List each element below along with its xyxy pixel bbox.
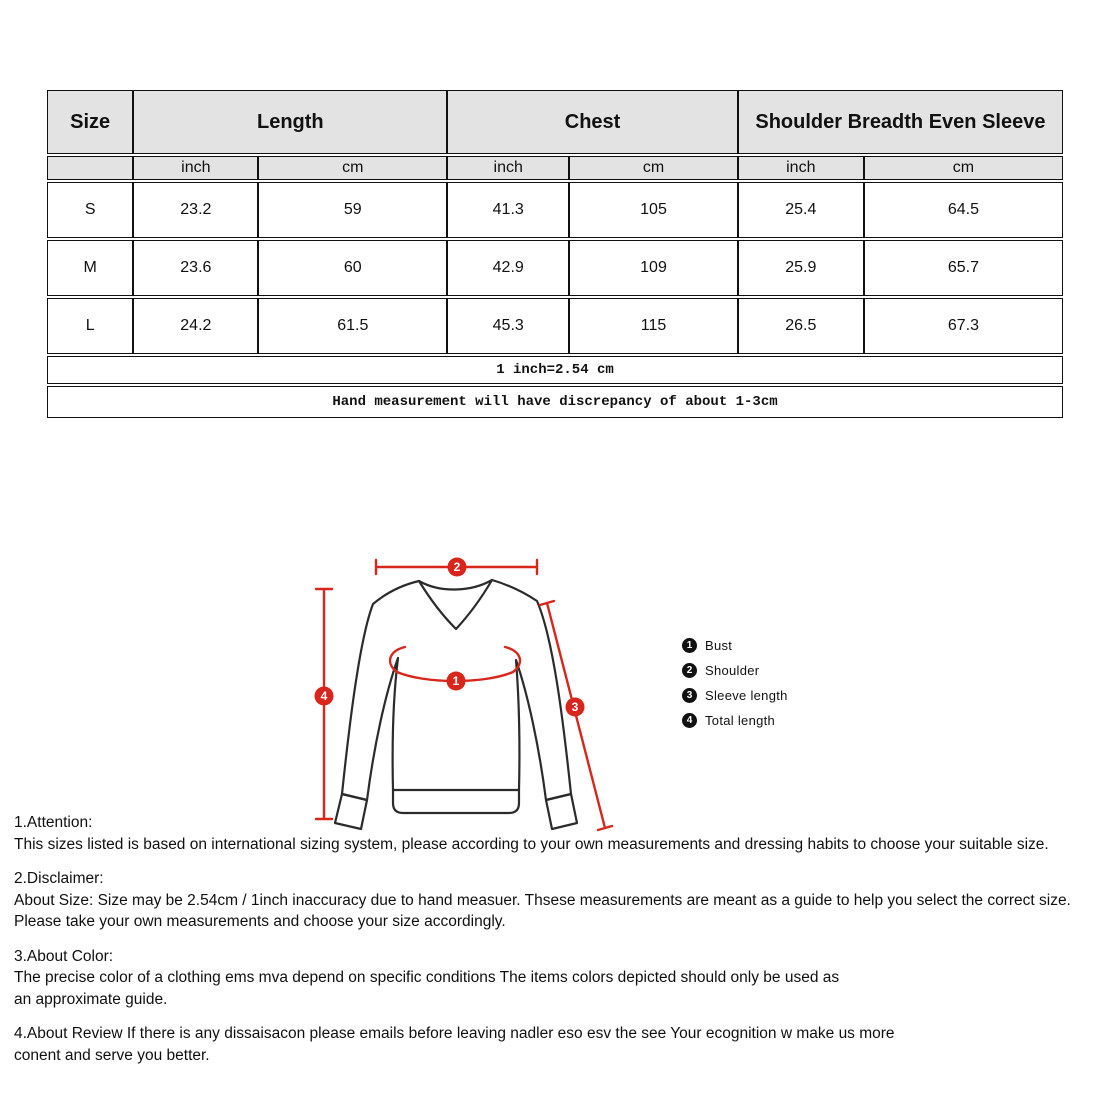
legend-label: Total length: [705, 713, 776, 728]
legend-label: Bust: [705, 638, 733, 653]
sweater-measurement-diagram: [290, 543, 650, 853]
value-cell: 41.3: [447, 182, 569, 238]
legend-item-bust: [682, 638, 788, 653]
size-label: M: [47, 240, 133, 296]
table-note-conversion-row: [47, 356, 1063, 384]
legend-label: Shoulder: [705, 663, 760, 678]
value-cell: 59: [258, 182, 447, 238]
note-heading: 3.About Color:: [14, 947, 114, 965]
note-section-attention: [14, 812, 1094, 855]
note-section-about-review: [14, 1023, 1094, 1066]
col-header-shoulder: Shoulder Breadth Even Sleeve: [738, 90, 1063, 154]
value-cell: 61.5: [258, 298, 447, 354]
value-cell: 60: [258, 240, 447, 296]
note-discrepancy: Hand measurement will have discrepancy of about 1-3cm: [47, 386, 1063, 418]
value-cell: 65.7: [864, 240, 1063, 296]
note-section-about-color: [14, 946, 1094, 1011]
note-text: This sizes listed is based on international sizing system, please according to your own measurements and dressing habits to choose your suitable size.: [14, 835, 1049, 853]
legend-bullet-2: 2: [682, 663, 697, 678]
table-unit-row: [47, 156, 1063, 180]
shoulder-measure-line: [376, 558, 537, 577]
size-table: [47, 88, 1063, 420]
note-section-disclaimer: [14, 868, 1094, 933]
unit-cell: cm: [258, 156, 447, 180]
size-label: S: [47, 182, 133, 238]
unit-cell-empty: [47, 156, 133, 180]
table-note-discrepancy-row: [47, 386, 1063, 418]
size-label: L: [47, 298, 133, 354]
value-cell: 67.3: [864, 298, 1063, 354]
note-text: conent and serve you better.: [14, 1046, 210, 1064]
hem-band: [393, 790, 519, 813]
legend-item-sleeve-length: [682, 688, 788, 703]
legend-bullet-4: 4: [682, 713, 697, 728]
note-text: an approximate guide.: [14, 990, 168, 1008]
note-text: 4.About Review If there is any dissaisacon please emails before leaving nadler eso esv the see Your ecognition w make us more: [14, 1025, 895, 1042]
total-length-measure-line: [315, 589, 334, 819]
note-text: About Size: Size may be 2.54cm / 1inch inaccuracy due to hand measuer. Thsese measurements are meant as a guide to help you select the correct size.: [14, 891, 1071, 909]
sweater-outline-graphic: [335, 580, 577, 829]
note-text: The precise color of a clothing ems mva depend on specific conditions The items colors depicted should only be used as: [14, 969, 840, 986]
note-text: Please take your own measurements and choose your size accordingly.: [14, 913, 506, 930]
legend-item-total-length: [682, 713, 788, 728]
unit-cell: cm: [864, 156, 1063, 180]
legend-item-shoulder: [682, 663, 788, 678]
collar-back-line: [419, 580, 492, 590]
note-heading: 1.Attention:: [14, 814, 93, 831]
table-header-row: [47, 90, 1063, 154]
value-cell: 64.5: [864, 182, 1063, 238]
value-cell: 25.4: [738, 182, 864, 238]
value-cell: 42.9: [447, 240, 569, 296]
value-cell: 23.6: [133, 240, 258, 296]
legend-label: Sleeve length: [705, 688, 788, 703]
col-header-length: Length: [133, 90, 447, 154]
value-cell: 24.2: [133, 298, 258, 354]
legend-bullet-3: 3: [682, 688, 697, 703]
unit-cell: inch: [738, 156, 864, 180]
unit-cell: cm: [569, 156, 738, 180]
notes-block: [14, 812, 1094, 1079]
measurement-legend: [682, 638, 788, 738]
unit-cell: inch: [447, 156, 569, 180]
svg-text:3: 3: [571, 700, 579, 714]
table-row-l: [47, 298, 1063, 354]
note-heading: 2.Disclaimer:: [14, 870, 104, 887]
value-cell: 26.5: [738, 298, 864, 354]
value-cell: 115: [569, 298, 738, 354]
value-cell: 109: [569, 240, 738, 296]
value-cell: 25.9: [738, 240, 864, 296]
value-cell: 105: [569, 182, 738, 238]
note-conversion: 1 inch=2.54 cm: [47, 356, 1063, 384]
table-row-s: [47, 182, 1063, 238]
value-cell: 45.3: [447, 298, 569, 354]
svg-text:1: 1: [452, 674, 460, 688]
unit-cell: inch: [133, 156, 258, 180]
svg-text:2: 2: [453, 560, 461, 574]
legend-bullet-1: 1: [682, 638, 697, 653]
table-row-m: [47, 240, 1063, 296]
col-header-size: Size: [47, 90, 133, 154]
value-cell: 23.2: [133, 182, 258, 238]
col-header-chest: Chest: [447, 90, 738, 154]
svg-text:4: 4: [320, 689, 328, 703]
